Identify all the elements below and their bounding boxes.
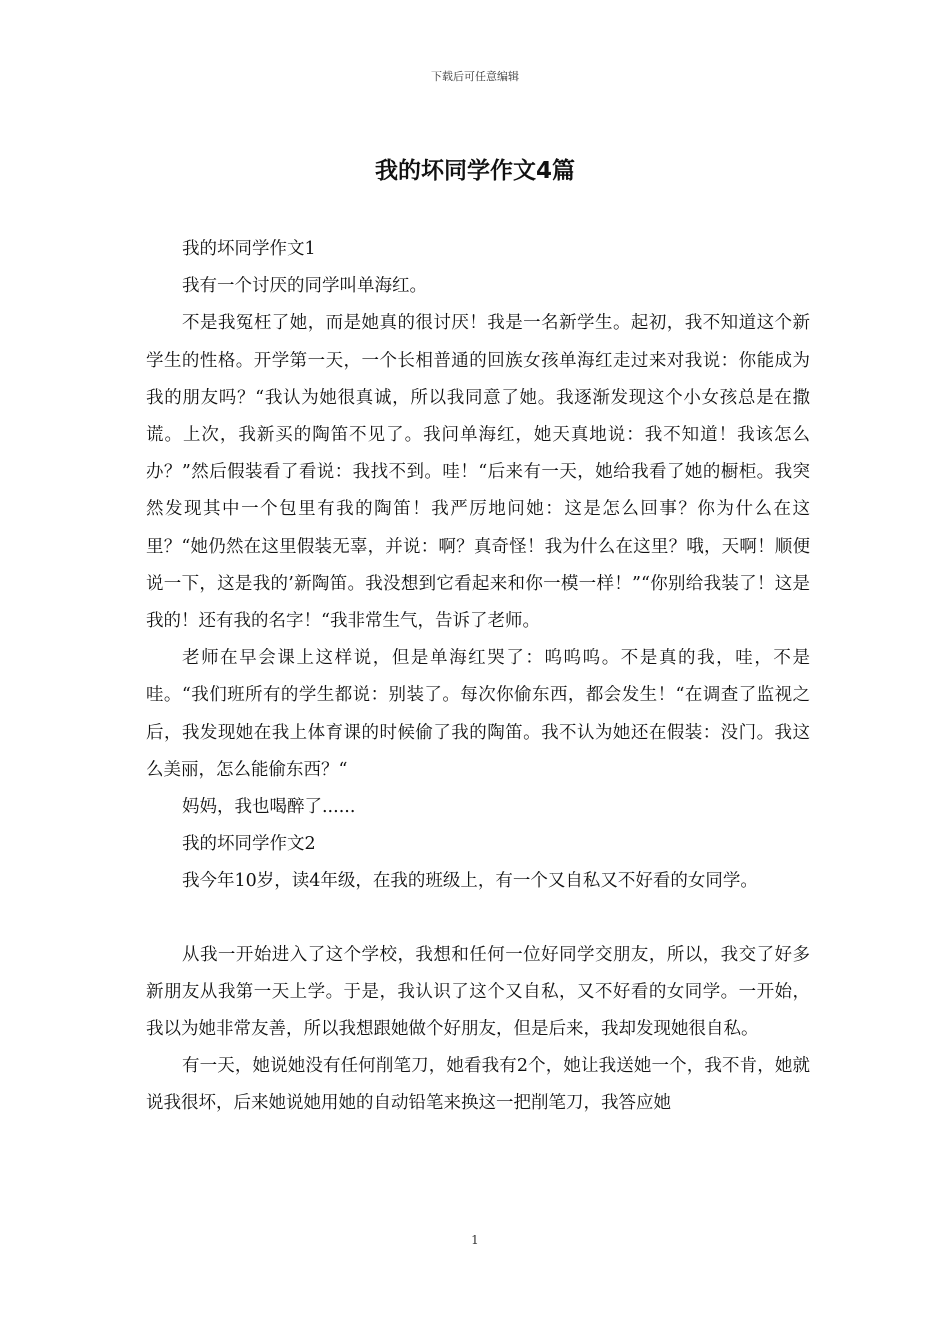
header-note: 下载后可任意编辑: [431, 70, 519, 83]
page-number: 1: [471, 1233, 479, 1247]
essay-heading-2: 我的坏同学作文2: [182, 834, 316, 855]
essay-heading-1: 我的坏同学作文1: [182, 239, 316, 259]
document-body: [146, 231, 810, 1123]
paragraph: 有一天，她说她没有任何削笔刀，她看我有2个，她让我送她一个，我不肯，她就说我很坏，后来她说她用她的自动铅笔来换这一把削笔刀，我答应她: [146, 1056, 810, 1114]
document-title: 我的坏同学作文4篇: [374, 158, 575, 184]
paragraph: 我今年10岁，读4年级，在我的班级上，有一个又自私又不好看的女同学。: [182, 871, 758, 892]
paragraph: 妈妈，我也喝醉了......: [182, 797, 356, 818]
paragraph: 不是我冤枉了她，而是她真的很讨厌！我是一名新学生。起初，我不知道这个新学生的性格。开学第一天，一个长相普通的回族女孩单海红走过来对我说：你能成为我的朋友吗？“我认为她很真诚，所以我同意了她。我逐渐发现这个小女孩总是在撒谎。上次，我新买的陶笛不见了。我问单海红，她天真地说：我不知道！我该怎么办？”然后假装看了看说：我找不到。哇！“后来有一天，她给我看了她的橱柜。我突然发现其中一个包里有我的陶笛！我严厉地问她：这是怎么回事？你为什么在这里？“她仍然在这里假装无辜，并说：啊？真奇怪！我为什么在这里？哦，天啊！顺便说一下，这是我的’新陶笛。我没想到它看起来和你一模一样！”“你别给我装了！这是我的！还有我的名字！“我非常生气，告诉了老师。: [146, 313, 810, 632]
paragraph: 从我一开始进入了这个学校，我想和任何一位好同学交朋友，所以，我交了好多新朋友从我第一天上学。于是，我认识了这个又自私，又不好看的女同学。一开始，我以为她非常友善，所以我想跟她做个好朋友，但是后来，我却发现她很自私。: [146, 944, 810, 1040]
paragraph: 老师在早会课上这样说，但是单海红哭了：呜呜呜。不是真的我，哇，不是哇。“我们班所有的学生都说：别装了。每次你偷东西，都会发生！“在调查了监视之后，我发现她在我上体育课的时候偷了我的陶笛。我不认为她还在假装：没门。我这么美丽，怎么能偷东西？“: [146, 648, 810, 780]
paragraph: 我有一个讨厌的同学叫单海红。: [182, 276, 427, 297]
